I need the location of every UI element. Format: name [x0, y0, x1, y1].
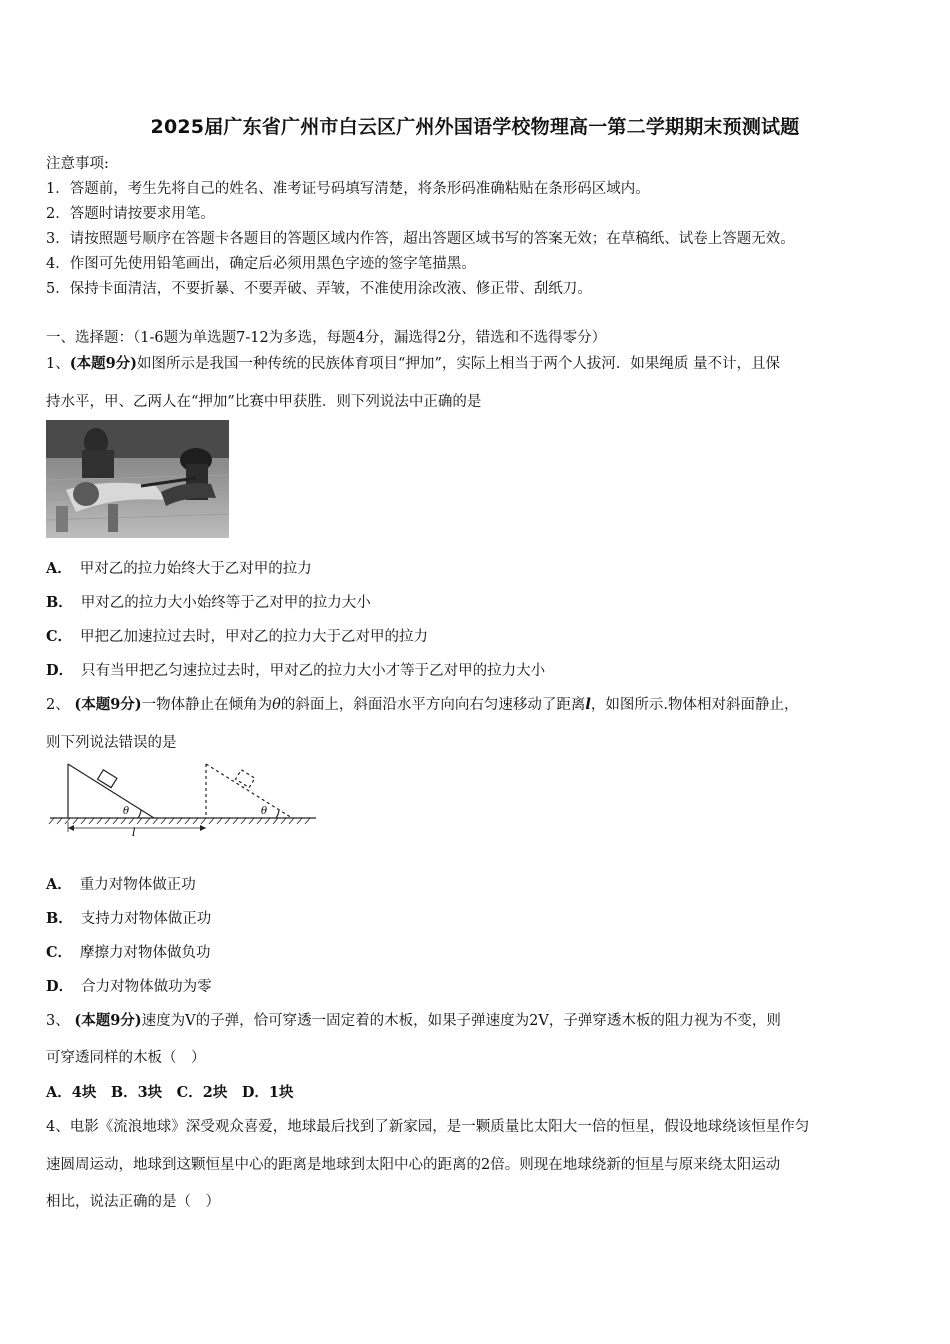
notice-item: 5．保持卡面清洁，不要折暴、不要弄破、弄皱，不准使用涂改液、修正带、刮纸刀。 — [46, 281, 592, 297]
option-text: 甲把乙加速拉过去时，甲对乙的拉力大于乙对甲的拉力 — [80, 629, 429, 645]
q1-text: 如图所示是我国一种传统的民族体育项目“押加”，实际上相当于两个人拔河．如果绳质 量不计，且保 — [137, 356, 780, 372]
option-text: 支持力对物体做正功 — [80, 911, 212, 927]
option-label: C． — [46, 944, 73, 961]
q1-option-c[interactable] — [46, 625, 428, 646]
option-label: D． — [46, 662, 74, 679]
notice-item: 2．答题时请按要求用笔。 — [46, 206, 215, 222]
q2-option-d[interactable] — [46, 975, 212, 996]
q3-line1 — [46, 1009, 781, 1030]
option-text: 合力对物体做功为零 — [81, 979, 212, 995]
q4-line3: 相比，说法正确的是（ ） — [46, 1194, 220, 1210]
notice-heading: 注意事项: — [46, 156, 109, 172]
option-text: 只有当甲把乙匀速拉过去时，甲对乙的拉力大小才等于乙对甲的拉力大小 — [81, 663, 546, 679]
notice-item: 3．请按照题号顺序在答题卡各题目的答题区域内作答，超出答题区域书写的答案无效；在草稿纸、试卷上答题无效。 — [46, 231, 795, 247]
q1-option-b[interactable] — [46, 591, 371, 612]
q2-text-b: 的斜面上，斜面沿水平方向向右匀速移动了距离 — [280, 697, 586, 713]
q2-line1 — [46, 693, 799, 714]
section-heading: 一、选择题：（1-6题为单选题7-12为多选，每题4分，漏选得2分，错选和不选得零分） — [46, 330, 607, 346]
q3-prefix: 3、 — [46, 1013, 70, 1029]
q2-text-a: 一物体静止在倾角为 — [141, 697, 273, 713]
option-label: B． — [46, 594, 73, 611]
q2-option-b[interactable] — [46, 907, 211, 928]
option-label: D． — [46, 978, 74, 995]
incline-diagram — [46, 760, 326, 844]
q1-option-a[interactable] — [46, 557, 312, 578]
q3-options[interactable]: A．4块 B．3块 C．2块 D．1块 — [46, 1084, 294, 1101]
diagram-theta-2: θ — [261, 806, 268, 817]
option-text: 甲对乙的拉力始终大于乙对甲的拉力 — [79, 561, 312, 577]
page-title: 2025届广东省广州市白云区广州外国语学校物理高一第二学期期末预测试题 — [150, 116, 800, 138]
theta-symbol: θ — [272, 697, 281, 713]
q4-line1: 4、电影《流浪地球》深受观众喜爱，地球最后找到了新家园，是一颗质量比太阳大一倍的恒星，假设地球绕该恒星作匀 — [46, 1119, 810, 1135]
q2-option-c[interactable] — [46, 941, 211, 962]
option-label: A． — [46, 876, 72, 893]
q1-line1 — [46, 352, 780, 373]
diagram-distance-l: l — [132, 826, 136, 839]
q1-line2: 持水平，甲、乙两人在“押加”比赛中甲获胜．则下列说法中正确的是 — [46, 394, 482, 410]
q3-text: 速度为V的子弹，恰可穿透一固定着的木板，如果子弹速度为2V，子弹穿透木板的阻力视为不变，则 — [141, 1013, 781, 1029]
option-label: B． — [46, 910, 73, 927]
q3-score: (本题9分) — [74, 1012, 142, 1029]
q2-prefix: 2、 — [46, 697, 70, 713]
q3-line2: 可穿透同样的木板（ ） — [46, 1050, 206, 1066]
option-label: A． — [46, 560, 72, 577]
tug-of-war-photo — [46, 420, 229, 538]
q2-option-a[interactable] — [46, 873, 196, 894]
option-text: 甲对乙的拉力大小始终等于乙对甲的拉力大小 — [80, 595, 371, 611]
q2-line2: 则下列说法错误的是 — [46, 735, 177, 751]
q1-prefix: 1、 — [46, 356, 70, 372]
q2-text-c: ，如图所示.物体相对斜面静止， — [590, 697, 799, 713]
option-label: C． — [46, 628, 73, 645]
q4-line2: 速圆周运动，地球到这颗恒星中心的距离是地球到太阳中心的距离的2倍。则现在地球绕新的恒星与原来绕太阳运动 — [46, 1157, 781, 1173]
q1-score: (本题9分) — [69, 355, 138, 372]
diagram-theta-1: θ — [123, 806, 130, 817]
option-text: 摩擦力对物体做负功 — [80, 945, 211, 961]
l-symbol: l — [585, 696, 591, 713]
q2-score: (本题9分) — [74, 696, 142, 713]
q1-option-d[interactable] — [46, 659, 545, 680]
notice-item: 4．作图可先使用铅笔画出，确定后必须用黑色字迹的签字笔描黑。 — [46, 256, 476, 272]
notice-item: 1．答题前，考生先将自己的姓名、准考证号码填写清楚，将条形码准确粘贴在条形码区域内。 — [46, 181, 650, 197]
option-text: 重力对物体做正功 — [79, 877, 196, 893]
